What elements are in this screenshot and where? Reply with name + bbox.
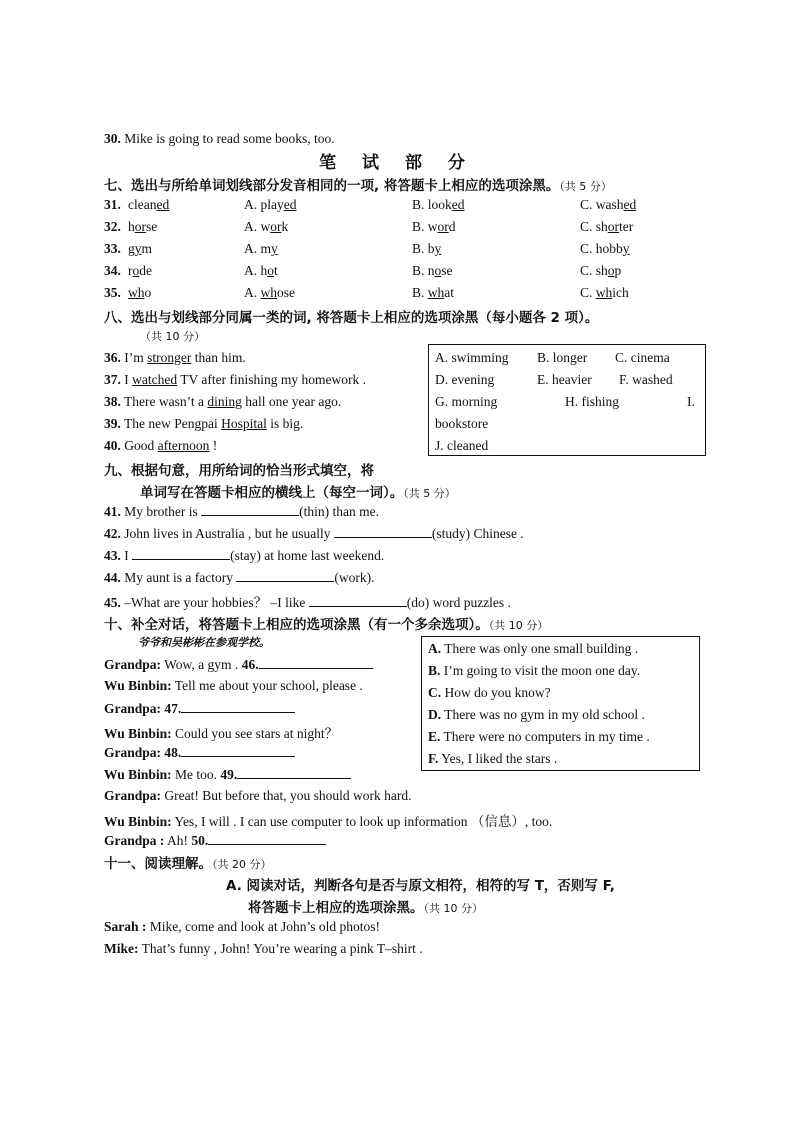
option-a-text <box>244 263 278 278</box>
sec8-question <box>104 438 217 458</box>
underlined-word: stronger <box>147 350 192 365</box>
option-h: H. fishing <box>565 394 619 409</box>
speaker: Grandpa: <box>104 745 162 760</box>
option-i: I. <box>687 394 695 409</box>
option-g: G. morning <box>435 394 498 409</box>
section-score: （共 10 分） <box>488 619 549 632</box>
question-text-pre: –What are your hobbies？ –I like <box>120 595 309 610</box>
reading-line <box>104 941 423 961</box>
question-text-pre: I <box>120 548 133 563</box>
underlined-part: o <box>267 263 274 278</box>
question-number: 37. <box>104 372 121 387</box>
answer-blank-group <box>161 745 295 760</box>
word-options-box <box>428 344 706 456</box>
question-text-post: TV after finishing my homework . <box>177 372 366 387</box>
sec9-question <box>104 547 384 567</box>
underlined-part: or <box>134 219 146 234</box>
question-number: 40. <box>104 438 121 453</box>
word-part: C. <box>580 285 596 300</box>
dialogue-line <box>104 788 411 808</box>
option-a-text <box>244 241 278 256</box>
question-text-pre: Good <box>120 438 158 453</box>
dialogue-line <box>104 656 373 676</box>
question-text-post: (work). <box>334 570 375 585</box>
word-part: h <box>128 219 135 234</box>
blank-number: 49. <box>220 767 238 782</box>
dialogue-text: Wow, a gym . <box>161 657 242 672</box>
sec7-row <box>104 197 121 217</box>
reading-line <box>104 919 380 939</box>
underlined-part: y <box>434 241 442 256</box>
sec8-question <box>104 350 246 370</box>
target-word <box>128 197 169 213</box>
question-number: 35. <box>104 285 121 300</box>
dialogue-option <box>428 663 640 679</box>
word-part: C. hobb <box>580 241 623 256</box>
option-a <box>244 241 278 257</box>
option-a-text <box>244 197 297 212</box>
word-part: clean <box>128 197 157 212</box>
word-part: B. b <box>412 241 435 256</box>
dialogue-option <box>428 751 557 767</box>
dialogue-context: 爷爷和吴彬彬在参观学校。 <box>138 637 270 649</box>
section-score: （共 10 分） <box>423 902 483 915</box>
word-part: g <box>128 241 135 256</box>
option-b: B. longer <box>537 350 588 365</box>
word-part: A. play <box>244 197 284 212</box>
sec7-row <box>104 241 121 261</box>
question-number: 36. <box>104 350 121 365</box>
option-f: F. washed <box>619 372 673 387</box>
underlined-part: o <box>607 263 615 278</box>
option-c-text <box>580 285 629 300</box>
word-part: k <box>281 219 289 234</box>
word-part: r <box>128 263 133 278</box>
answer-blank[interactable] <box>132 547 230 560</box>
question-text-post: than him. <box>191 350 246 365</box>
section-9-heading-2 <box>140 481 456 501</box>
underlined-part: o <box>434 263 442 278</box>
speaker: Wu Binbin: <box>104 726 172 741</box>
option-text: There were no computers in my time . <box>440 729 650 744</box>
word-part: ich <box>612 285 629 300</box>
option-b <box>412 219 456 235</box>
option-b <box>412 263 453 279</box>
word-part: C. sh <box>580 219 608 234</box>
option-text: There was only one small building . <box>441 641 639 656</box>
section-11a-heading <box>226 874 615 894</box>
underlined-part: y <box>622 241 630 256</box>
option-e: E. heavier <box>537 372 592 387</box>
underlined-part: y <box>271 241 278 256</box>
option-c-text <box>580 197 636 212</box>
speaker: Wu Binbin: <box>104 767 172 782</box>
word-part: A. w <box>244 219 271 234</box>
dialogue-text: Great! But before that, you should work hard. <box>161 788 412 803</box>
target-word <box>128 263 152 279</box>
option-a-text <box>244 285 295 300</box>
option-a: A. swimming <box>435 350 509 365</box>
option-text: Yes, I liked the stars . <box>438 751 558 766</box>
dialogue-option <box>428 729 650 745</box>
sec9-question <box>104 503 379 523</box>
underlined-part: y <box>134 241 142 256</box>
answer-blank[interactable] <box>236 569 334 582</box>
question-number: 39. <box>104 416 121 431</box>
underlined-word: afternoon <box>157 438 210 453</box>
answer-blank-group <box>220 767 351 782</box>
answer-blank[interactable] <box>181 744 295 757</box>
speaker: Grandpa: <box>104 701 162 716</box>
part-title: 笔 试 部 分 <box>319 153 475 173</box>
answer-blank-group <box>191 833 326 848</box>
speaker: Sarah : <box>104 919 147 934</box>
underlined-word: Hospital <box>221 416 267 431</box>
target-word-text <box>128 219 157 234</box>
target-word-text <box>128 197 169 212</box>
underlined-part: or <box>607 219 620 234</box>
section-score: （共 10 分） <box>140 330 205 343</box>
reading-text: Mike, come and look at John’s old photos! <box>146 919 380 934</box>
section-title: 九、根据句意，用所给词的恰当形式填空，将 <box>104 463 374 479</box>
section-title-line2: 单词写在答题卡相应的横线上（每空一词）。 <box>140 485 404 501</box>
dialogue-line <box>104 700 295 720</box>
underlined-word: dining <box>207 394 242 409</box>
underlined-part: or <box>270 219 282 234</box>
option-a-text <box>244 219 288 234</box>
word-part: p <box>614 263 622 278</box>
option-a <box>244 197 297 213</box>
option-a <box>244 285 295 301</box>
sec8-question <box>104 372 366 392</box>
blank-number: 48. <box>161 745 182 760</box>
target-word-text <box>128 241 152 256</box>
sec9-question <box>104 525 524 545</box>
word-part: ter <box>619 219 634 234</box>
word-part: se <box>146 219 158 234</box>
question-number: 31. <box>104 197 121 212</box>
option-c-text <box>580 219 633 234</box>
word-part: d <box>448 219 456 234</box>
dialogue-line <box>104 678 363 698</box>
section-score: （共 20 分） <box>212 858 272 871</box>
question-number: 38. <box>104 394 121 409</box>
question-text-post: hall one year ago. <box>241 394 342 409</box>
word-part: t <box>274 263 278 278</box>
speaker: Mike: <box>104 941 139 956</box>
question-30 <box>104 131 335 147</box>
dialogue-text: Ah! <box>164 833 192 848</box>
word-part: m <box>141 241 153 256</box>
option-b-text <box>412 241 441 256</box>
section-title-line2: 将答题卡上相应的选项涂黑。 <box>248 900 424 916</box>
underlined-part: ed <box>451 197 465 212</box>
option-b <box>412 285 454 301</box>
sec8-question <box>104 416 303 436</box>
word-part: A. m <box>244 241 271 256</box>
dialogue-line <box>104 810 552 830</box>
question-number: 32. <box>104 219 121 234</box>
dialogue-option <box>428 641 638 657</box>
word-part: at <box>444 285 455 300</box>
section-title: 七、选出与所给单词划线部分发音相同的一项, 将答题卡上相应的选项涂黑。 <box>104 178 560 194</box>
question-text-pre: I <box>120 372 133 387</box>
option-c <box>580 241 630 257</box>
word-part: B. n <box>412 263 435 278</box>
speaker: Grandpa: <box>104 657 162 672</box>
option-text: How do you know? <box>441 685 551 700</box>
section-score: （共 5 分） <box>403 487 456 500</box>
blank-number: 50. <box>191 833 209 848</box>
answer-blank[interactable] <box>259 656 373 669</box>
target-word-text <box>128 285 151 300</box>
answer-blank[interactable] <box>181 700 295 713</box>
dialogue-line <box>104 766 351 786</box>
dialogue-text: Could you see stars at night？ <box>171 726 339 741</box>
question-text-post: (thin) than me. <box>299 504 379 519</box>
speaker: Wu Binbin: <box>104 678 172 693</box>
option-d: D. evening <box>435 372 495 387</box>
dialogue-option <box>428 707 645 723</box>
section-9-heading <box>104 459 374 479</box>
blank-number: 46. <box>241 657 259 672</box>
option-b-text <box>412 219 456 234</box>
section-10-heading <box>104 613 548 633</box>
word-part: ose <box>277 285 295 300</box>
option-letter: A. <box>428 641 442 656</box>
option-j: J. cleaned <box>435 438 489 453</box>
underlined-word: watched <box>132 372 178 387</box>
reading-text: That’s funny , John! You’re wearing a pink T–shirt . <box>138 941 423 956</box>
speaker: Wu Binbin: <box>104 814 172 829</box>
option-letter: B. <box>428 663 441 678</box>
option-a <box>244 219 288 235</box>
underlined-part: wh <box>260 285 277 300</box>
underlined-part: o <box>132 263 140 278</box>
section-8-score <box>140 328 205 344</box>
answer-blank-group <box>161 701 295 716</box>
option-letter: F. <box>428 751 439 766</box>
word-part: B. <box>412 285 428 300</box>
speaker: Grandpa : <box>104 833 165 848</box>
dialogue-line <box>104 832 326 852</box>
option-b-text <box>412 285 454 300</box>
dialogue-option <box>428 685 551 701</box>
option-letter: C. <box>428 685 442 700</box>
option-text: There was no gym in my old school . <box>441 707 645 722</box>
question-number: 33. <box>104 241 121 256</box>
question-number: 30. <box>104 131 121 146</box>
section-title: 十一、阅读理解。 <box>104 856 212 872</box>
question-text-post: (study) Chinese . <box>431 526 524 541</box>
answer-blank[interactable] <box>334 525 432 538</box>
sec8-question <box>104 394 341 414</box>
target-word <box>128 285 151 301</box>
word-part: C. wash <box>580 197 624 212</box>
answer-blank-group <box>242 657 373 672</box>
sec7-row <box>104 219 121 239</box>
target-word <box>128 219 157 235</box>
question-number: 45. <box>104 595 121 610</box>
option-c-text <box>580 241 630 256</box>
option-a <box>244 263 278 279</box>
question-number: 34. <box>104 263 121 278</box>
underlined-part: ed <box>623 197 637 212</box>
underlined-part: ed <box>156 197 170 212</box>
sec9-question <box>104 569 374 589</box>
question-text-post: (stay) at home last weekend. <box>230 548 385 563</box>
option-c <box>580 263 621 279</box>
option-b <box>412 241 441 257</box>
underlined-part: or <box>437 219 449 234</box>
option-c <box>580 219 633 235</box>
blank-number: 47. <box>161 701 182 716</box>
section-title: 十、补全对话，将答题卡上相应的选项涂黑（有一个多余选项）。 <box>104 617 489 633</box>
question-text: Mike is going to read some books, too. <box>124 131 335 146</box>
answer-blank[interactable] <box>201 503 299 516</box>
question-text-post: ! <box>209 438 218 453</box>
word-part: de <box>139 263 152 278</box>
dialogue-text: Me too. <box>171 767 221 782</box>
question-text-post: (do) word puzzles . <box>406 595 511 610</box>
option-b-text <box>412 197 465 212</box>
underlined-part: wh <box>128 285 145 300</box>
section-11-heading <box>104 852 272 872</box>
question-text-pre: My brother is <box>120 504 202 519</box>
option-c <box>580 197 636 213</box>
sec9-question <box>104 591 511 611</box>
question-text-pre: My aunt is a factory <box>120 570 237 585</box>
word-part: A. h <box>244 263 268 278</box>
option-c <box>580 285 629 301</box>
word-part: B. w <box>412 219 438 234</box>
section-title: A. 阅读对话，判断各句是否与原文相符，相符的写 T，否则写 F, <box>226 878 615 894</box>
word-part: se <box>441 263 453 278</box>
sec7-row <box>104 263 121 283</box>
answer-blank[interactable] <box>208 832 326 845</box>
dialogue-line <box>104 744 295 764</box>
word-part: A. <box>244 285 261 300</box>
answer-blank[interactable] <box>237 766 351 779</box>
option-c-text <box>580 263 621 278</box>
dialogue-options-box <box>421 636 700 771</box>
sec7-row <box>104 285 121 305</box>
question-number: 41. <box>104 504 121 519</box>
question-number: 42. <box>104 526 121 541</box>
dialogue-text: Tell me about your school, please . <box>171 678 363 693</box>
dialogue-line <box>104 722 338 742</box>
question-text-pre: I’m <box>120 350 148 365</box>
question-text-pre: There wasn’t a <box>120 394 208 409</box>
option-letter: E. <box>428 729 441 744</box>
underlined-part: wh <box>427 285 445 300</box>
question-number: 43. <box>104 548 121 563</box>
target-word-text <box>128 263 152 278</box>
section-score: （共 5 分） <box>559 180 612 193</box>
option-b <box>412 197 465 213</box>
section-8-heading <box>104 306 598 326</box>
section-7-heading <box>104 174 612 194</box>
word-part: B. look <box>412 197 452 212</box>
answer-blank[interactable] <box>309 594 407 607</box>
dialogue-text: Yes, I will . I can use computer to look up information （信息）, too. <box>171 814 553 829</box>
option-letter: D. <box>428 707 442 722</box>
option-c: C. cinema <box>615 350 670 365</box>
option-i-word: bookstore <box>435 416 489 431</box>
question-number: 44. <box>104 570 121 585</box>
word-part: o <box>144 285 152 300</box>
option-b-text <box>412 263 453 278</box>
question-text-post: is big. <box>266 416 304 431</box>
question-text-pre: The new Pengpai <box>120 416 222 431</box>
underlined-part: wh <box>595 285 613 300</box>
speaker: Grandpa: <box>104 788 162 803</box>
section-title: 八、选出与划线部分同属一类的词, 将答题卡上相应的选项涂黑（每小题各 2 项）。 <box>104 310 599 326</box>
question-text-pre: John lives in Australia , but he usually <box>120 526 334 541</box>
word-part: C. sh <box>580 263 608 278</box>
target-word <box>128 241 152 257</box>
underlined-part: ed <box>283 197 297 212</box>
option-text: I’m going to visit the moon one day. <box>440 663 641 678</box>
section-11a-heading-2 <box>248 896 483 916</box>
